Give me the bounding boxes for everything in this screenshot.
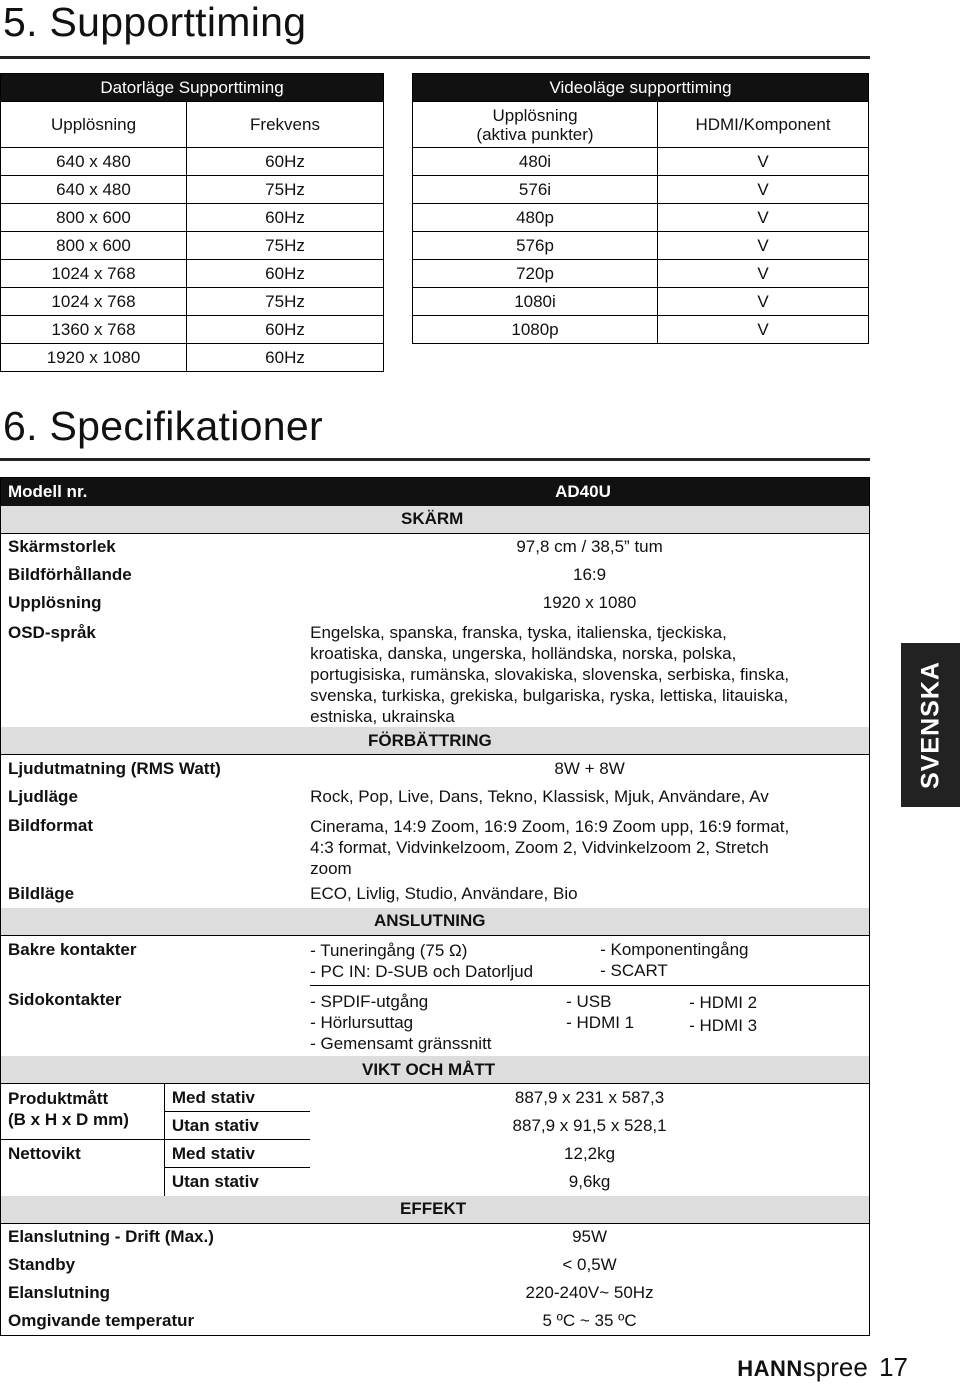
standby-label: Standby	[8, 1255, 76, 1274]
pc-resolution-cell: 800 x 600	[1, 232, 187, 260]
picture-format-label: Bildformat	[8, 815, 93, 835]
spec-table	[0, 477, 870, 1336]
picture-mode-label: Bildläge	[8, 883, 75, 903]
hdmi-component-cell: V	[658, 316, 869, 344]
picture-format-line: Cinerama, 14:9 Zoom, 16:9 Zoom, 16:9 Zoom upp, 16:9 format,	[310, 816, 790, 836]
pc-frequency-cell: 75Hz	[187, 288, 384, 316]
video-resolution-cell: 576i	[413, 176, 658, 204]
col-active-resolution-line2: (aktiva punkter)	[476, 124, 594, 144]
section-rule	[0, 458, 870, 461]
osd-line: portugisiska, rumänska, slovakiska, slovenska, serbiska, finska,	[310, 665, 790, 684]
video-resolution-cell: 480p	[413, 204, 658, 232]
aspect-label: Bildförhållande	[8, 565, 132, 584]
side-connector: - HDMI 1	[566, 1012, 635, 1032]
hdmi-component-cell: V	[658, 288, 869, 316]
video-timing-row	[413, 260, 869, 288]
dimensions-label	[1, 1084, 165, 1140]
standby-value: < 0,5W	[562, 1255, 617, 1274]
rear-connector: - SCART	[600, 960, 668, 980]
page-number: 17	[879, 1352, 908, 1382]
audio-out-value: 8W + 8W	[554, 758, 625, 778]
pc-resolution-cell: 1024 x 768	[1, 260, 187, 288]
model-label: Modell nr.	[1, 478, 311, 506]
video-resolution-cell: 576p	[413, 232, 658, 260]
video-timing-row	[413, 288, 869, 316]
pc-timing-header: Datorläge Supporttiming	[1, 74, 384, 102]
pc-frequency-cell: 75Hz	[187, 176, 384, 204]
sound-mode-value: Rock, Pop, Live, Dans, Tekno, Klassisk, Mjuk, Användare, Av	[310, 786, 769, 806]
pc-timing-row	[1, 148, 384, 176]
dimensions-label-line2: (B x H x D mm)	[8, 1110, 129, 1129]
screen-size-value: 97,8 cm / 38,5” tum	[516, 537, 663, 557]
pc-resolution-cell: 640 x 480	[1, 176, 187, 204]
model-value: AD40U	[310, 478, 869, 506]
pc-timing-row	[1, 204, 384, 232]
band-power: EFFEKT	[1, 1196, 870, 1224]
rear-connector: - PC IN: D-SUB och Datorljud	[310, 961, 534, 981]
rear-connector: - Tuneringång (75 Ω)	[310, 940, 468, 960]
col-frequency: Frekvens	[187, 102, 384, 148]
osd-value	[310, 617, 869, 727]
osd-line: kroatiska, danska, ungerska, holländska, norska, polska,	[310, 644, 737, 663]
sound-mode-label: Ljudläge	[8, 786, 78, 806]
section-title-timing: 5. Supporttiming	[3, 0, 307, 45]
pc-timing-row	[1, 316, 384, 344]
video-timing-row	[413, 204, 869, 232]
band-enhancement: FÖRBÄTTRING	[1, 727, 870, 755]
net-weight-label: Nettovikt	[1, 1140, 165, 1196]
side-connector: - Gemensamt gränssnitt	[310, 1033, 492, 1053]
section-rule	[0, 56, 870, 59]
video-timing-row	[413, 176, 869, 204]
side-connector: - HDMI 3	[689, 1015, 758, 1035]
pc-timing-row	[1, 288, 384, 316]
rear-connectors-label: Bakre kontakter	[8, 939, 137, 959]
section-title-specs: 6. Specifikationer	[3, 403, 323, 449]
power-operation-label: Elanslutning - Drift (Max.)	[8, 1227, 214, 1247]
pc-timing-table	[0, 73, 384, 372]
rear-connectors-value	[310, 935, 869, 985]
pc-frequency-cell: 75Hz	[187, 232, 384, 260]
power-operation-value: 95W	[572, 1227, 608, 1247]
pc-resolution-cell: 1920 x 1080	[1, 344, 187, 372]
ambient-temp-label: Omgivande temperatur	[8, 1310, 195, 1330]
picture-format-line: zoom	[310, 858, 352, 878]
pc-resolution-cell: 1024 x 768	[1, 288, 187, 316]
brand-logo-light: spree	[802, 1352, 868, 1382]
audio-out-label: Ljudutmatning (RMS Watt)	[8, 758, 221, 778]
band-screen: SKÄRM	[1, 506, 870, 534]
osd-line: Engelska, spanska, franska, tyska, italienska, tjeckiska,	[310, 623, 727, 642]
pc-frequency-cell: 60Hz	[187, 204, 384, 232]
video-timing-table	[412, 73, 869, 344]
screen-size-label: Skärmstorlek	[8, 537, 116, 557]
col-active-resolution	[413, 102, 658, 148]
dims-without-stand: 887,9 x 91,5 x 528,1	[512, 1115, 667, 1135]
with-stand-label: Med stativ	[164, 1084, 310, 1112]
resolution-value: 1920 x 1080	[542, 593, 637, 612]
pc-frequency-cell: 60Hz	[187, 260, 384, 288]
language-tab-label: SVENSKA	[916, 661, 944, 789]
video-resolution-cell: 1080p	[413, 316, 658, 344]
osd-label: OSD-språk	[8, 623, 96, 642]
picture-format-value	[310, 811, 869, 880]
pc-frequency-cell: 60Hz	[187, 344, 384, 372]
picture-format-line: 4:3 format, Vidvinkelzoom, Zoom 2, Vidvinkelzoom 2, Stretch	[310, 837, 769, 857]
pc-timing-row	[1, 344, 384, 372]
side-connectors-value	[310, 985, 869, 1056]
osd-line: estniska, ukrainska	[310, 707, 455, 726]
band-connection: ANSLUTNING	[1, 908, 870, 936]
power-supply-label: Elanslutning	[8, 1283, 110, 1302]
band-weight: VIKT OCH MÅTT	[1, 1056, 870, 1084]
side-connector: - USB	[566, 991, 612, 1011]
pc-timing-row	[1, 260, 384, 288]
video-timing-row	[413, 148, 869, 176]
hdmi-component-cell: V	[658, 148, 869, 176]
without-stand-label: Utan stativ	[164, 1112, 310, 1140]
brand-logo-bold: HANN	[737, 1356, 803, 1381]
aspect-value: 16:9	[573, 565, 607, 584]
side-connector: - SPDIF-utgång	[310, 991, 429, 1011]
dims-with-stand: 887,9 x 231 x 587,3	[514, 1087, 665, 1107]
side-connector: - Hörlursuttag	[310, 1012, 414, 1032]
video-timing-row	[413, 232, 869, 260]
video-timing-header: Videoläge supporttiming	[413, 74, 869, 102]
video-resolution-cell: 480i	[413, 148, 658, 176]
weight-without-stand: 9,6kg	[568, 1171, 611, 1191]
pc-resolution-cell: 800 x 600	[1, 204, 187, 232]
language-tab	[901, 643, 960, 807]
hdmi-component-cell: V	[658, 176, 869, 204]
pc-resolution-cell: 640 x 480	[1, 148, 187, 176]
with-stand-label: Med stativ	[164, 1140, 310, 1168]
col-active-resolution-line1: Upplösning	[492, 105, 578, 125]
pc-timing-row	[1, 232, 384, 260]
side-connector: - HDMI 2	[689, 992, 758, 1012]
hdmi-component-cell: V	[658, 232, 869, 260]
rear-connector: - Komponentingång	[600, 939, 749, 959]
pc-frequency-cell: 60Hz	[187, 316, 384, 344]
picture-mode-value: ECO, Livlig, Studio, Användare, Bio	[310, 883, 578, 903]
hdmi-component-cell: V	[658, 260, 869, 288]
power-supply-value: 220-240V~ 50Hz	[525, 1283, 654, 1302]
without-stand-label: Utan stativ	[171, 1171, 259, 1191]
pc-frequency-cell: 60Hz	[187, 148, 384, 176]
dimensions-label-line1: Produktmått	[8, 1089, 109, 1108]
col-hdmi-component: HDMI/Komponent	[658, 102, 869, 148]
resolution-label: Upplösning	[8, 593, 102, 612]
pc-resolution-cell: 1360 x 768	[1, 316, 187, 344]
side-connectors-label: Sidokontakter	[8, 990, 122, 1009]
video-resolution-cell: 1080i	[413, 288, 658, 316]
weight-with-stand: 12,2kg	[564, 1143, 616, 1163]
ambient-temp-value: 5 ºC ~ 35 ºC	[542, 1310, 637, 1330]
page-footer	[737, 1354, 908, 1380]
video-resolution-cell: 720p	[413, 260, 658, 288]
video-timing-row	[413, 316, 869, 344]
osd-line: svenska, turkiska, grekiska, bulgariska, ryska, lettiska, litauiska,	[310, 686, 789, 705]
hdmi-component-cell: V	[658, 204, 869, 232]
col-resolution: Upplösning	[1, 102, 187, 148]
pc-timing-row	[1, 176, 384, 204]
